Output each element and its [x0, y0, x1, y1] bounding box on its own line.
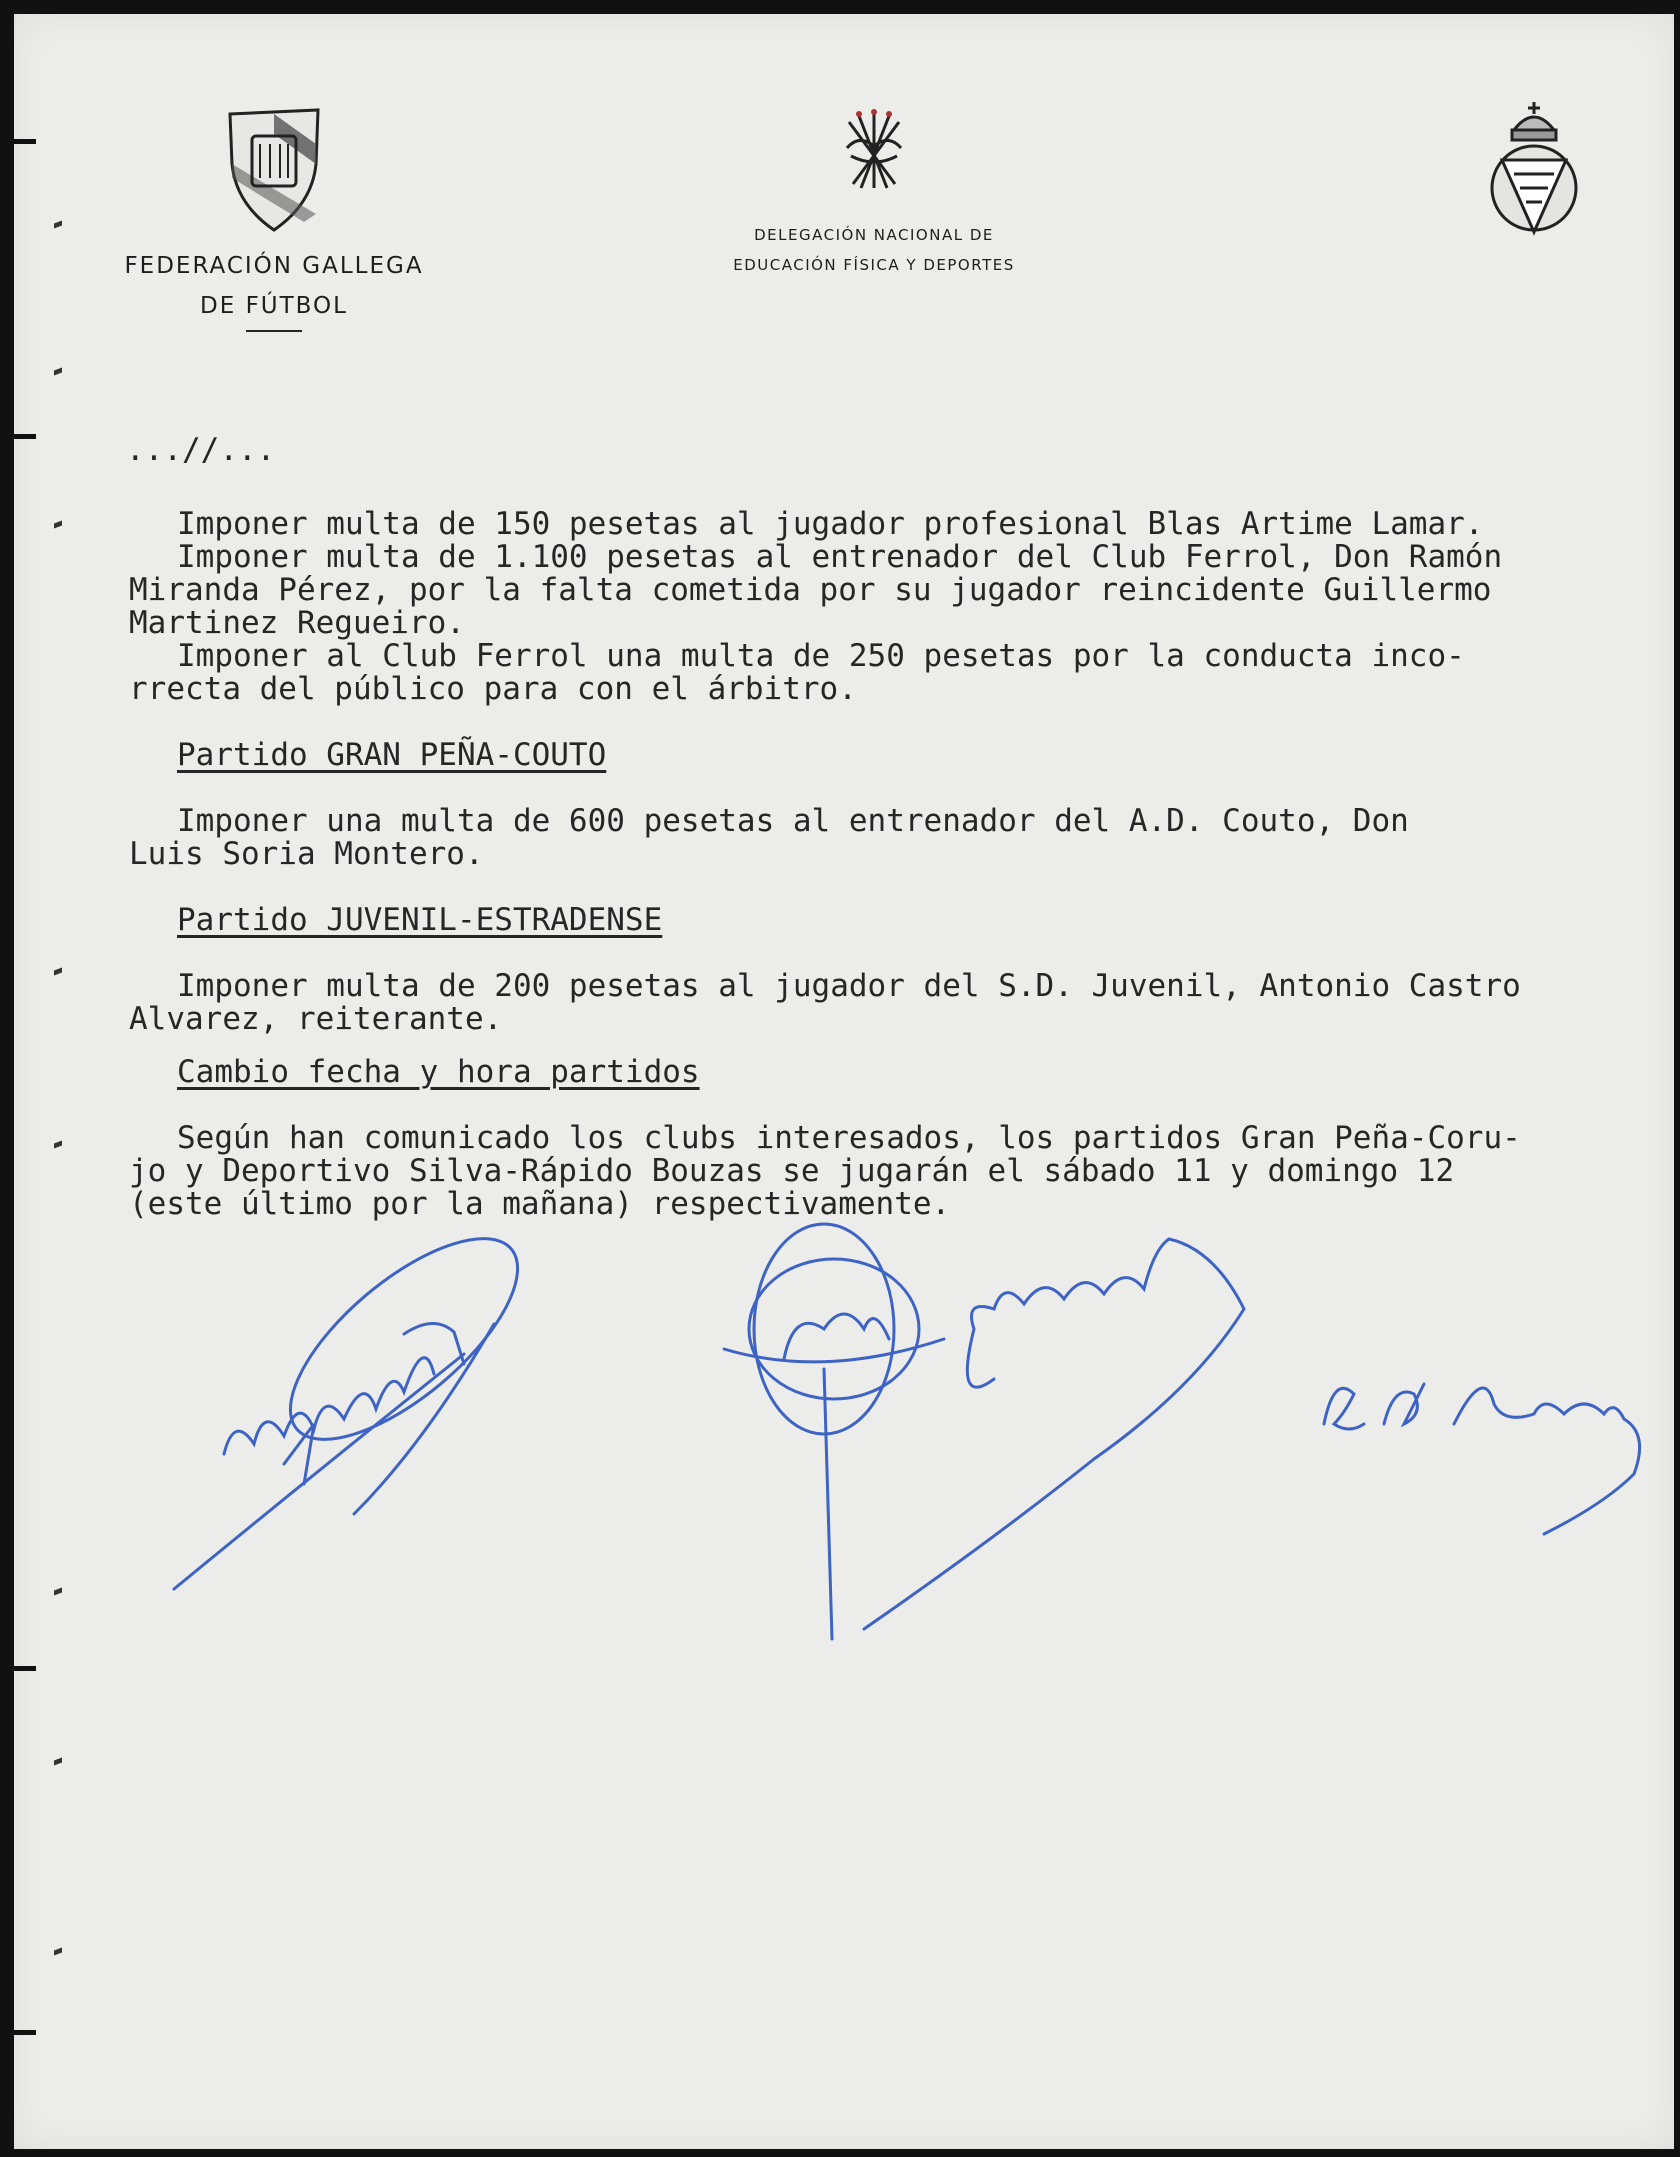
crowned-football-federation-crest-icon — [1484, 100, 1584, 245]
handwritten-signature-icon — [164, 1214, 604, 1604]
resolution-text — [126, 432, 1662, 1222]
delegation-name-line1: DELEGACIÓN NACIONAL DE — [754, 226, 994, 244]
paragraph-line: Imponer una multa de 600 pesetas al entrenador del A.D. Couto, Don — [177, 803, 1409, 839]
punch-mark — [14, 1666, 36, 1671]
delegation-name-line2: EDUCACIÓN FÍSICA Y DEPORTES — [733, 256, 1015, 274]
paragraph-line: Imponer multa de 150 pesetas al jugador profesional Blas Artime Lamar. — [177, 506, 1484, 542]
edge-tick — [54, 368, 62, 376]
edge-tick — [54, 1588, 62, 1596]
punch-mark — [14, 139, 36, 144]
federation-name-line1: FEDERACIÓN GALLEGA — [124, 253, 424, 279]
paragraph-line: Miranda Pérez, por la falta cometida por su jugador reincidente Guillermo — [129, 572, 1492, 608]
galician-federation-shield-icon — [224, 104, 324, 234]
section-heading: Partido GRAN PEÑA-COUTO — [177, 737, 607, 773]
delegation-letterhead — [724, 104, 1024, 280]
paragraph-line: (este último por la mañana) respectivamente. — [129, 1186, 951, 1222]
paragraph-line: Martinez Regueiro. — [129, 605, 465, 641]
punch-mark — [14, 434, 36, 439]
document-page — [14, 14, 1674, 2149]
federation-name-line2: DE FÚTBOL — [200, 293, 348, 319]
rfef-crest — [1484, 100, 1594, 249]
paragraph-line: rrecta del público para con el árbitro. — [129, 671, 857, 707]
paragraph-line: Luis Soria Montero. — [129, 836, 484, 872]
paragraph-line: Alvarez, reiterante. — [129, 1001, 503, 1037]
handwritten-signature-icon — [844, 1209, 1264, 1639]
paragraph-line: Imponer multa de 1.100 pesetas al entrenador del Club Ferrol, Don Ramón — [177, 539, 1503, 575]
section-heading: Partido JUVENIL-ESTRADENSE — [177, 902, 663, 938]
edge-tick — [54, 1758, 62, 1766]
continuation-mark: ...//... — [126, 432, 276, 468]
federation-letterhead — [94, 104, 454, 332]
paragraph-line: jo y Deportivo Silva-Rápido Bouzas se jugarán el sábado 11 y domingo 12 — [129, 1153, 1455, 1189]
handwritten-signature-icon — [1304, 1344, 1664, 1544]
edge-tick — [54, 1141, 62, 1149]
paragraph-line: Según han comunicado los clubs interesados, los partidos Gran Peña-Coru- — [177, 1120, 1521, 1156]
punch-mark — [14, 2030, 36, 2035]
letterhead-divider — [246, 330, 302, 332]
edge-tick — [54, 521, 62, 529]
section-heading: Cambio fecha y hora partidos — [177, 1054, 700, 1090]
edge-tick — [54, 1948, 62, 1956]
edge-tick — [54, 968, 62, 976]
paragraph-line: Imponer multa de 200 pesetas al jugador del S.D. Juvenil, Antonio Castro — [177, 968, 1521, 1004]
edge-tick — [54, 221, 62, 229]
paragraph-line: Imponer al Club Ferrol una multa de 250 pesetas por la conducta inco- — [177, 638, 1465, 674]
yoke-and-arrows-emblem-icon — [839, 104, 909, 194]
